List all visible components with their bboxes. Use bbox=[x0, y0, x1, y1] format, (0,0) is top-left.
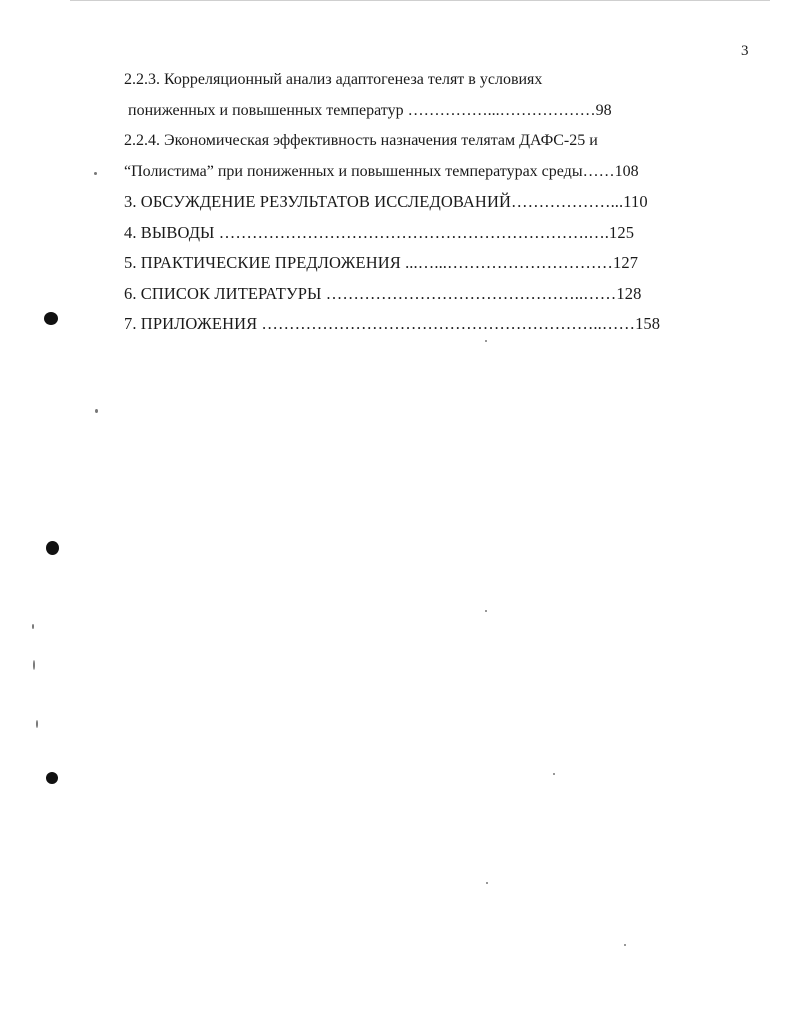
binder-hole-mark bbox=[44, 312, 58, 325]
scan-speck bbox=[553, 773, 555, 775]
toc-entry-5: 5. ПРАКТИЧЕСКИЕ ПРЕДЛОЖЕНИЯ ...…...…………………………127 bbox=[124, 253, 639, 272]
page-number: 3 bbox=[741, 43, 749, 59]
binder-hole-mark bbox=[46, 541, 59, 555]
scan-speck bbox=[624, 944, 626, 946]
scan-speck bbox=[486, 882, 488, 884]
toc-entry-6: 6. СПИСОК ЛИТЕРАТУРЫ ………………………………………..……128 bbox=[124, 283, 642, 303]
scan-speck bbox=[94, 172, 97, 175]
scan-edge-line bbox=[70, 0, 770, 1]
scan-speck bbox=[36, 720, 38, 728]
binder-hole-mark bbox=[46, 772, 58, 784]
scan-speck bbox=[485, 340, 487, 342]
table-of-contents bbox=[124, 67, 704, 342]
toc-entry-4: 4. ВЫВОДЫ ………………………………………………………….….125 bbox=[124, 222, 635, 242]
toc-entry-2-2-4-continuation: “Полистима” при пониженных и повышенных температурах среды……108 bbox=[124, 162, 639, 180]
scan-speck bbox=[95, 409, 98, 413]
toc-entry-7: 7. ПРИЛОЖЕНИЯ ……………………………………………………..……158 bbox=[124, 314, 661, 333]
toc-entry-2-2-3-title: 2.2.3. Корреляционный анализ адаптогенеза телят в условиях bbox=[124, 71, 543, 88]
scan-speck bbox=[33, 660, 35, 670]
toc-entry-2-2-4-title: 2.2.4. Экономическая эффективность назначения телятам ДАФС-25 и bbox=[124, 132, 598, 149]
scan-speck bbox=[32, 624, 34, 629]
toc-entry-2-2-3-continuation: пониженных и повышенных температур ……………...………………98 bbox=[128, 101, 612, 119]
scan-speck bbox=[485, 610, 487, 612]
toc-entry-3: 3. ОБСУЖДЕНИЕ РЕЗУЛЬТАТОВ ИССЛЕДОВАНИЙ………………...110 bbox=[124, 192, 648, 211]
